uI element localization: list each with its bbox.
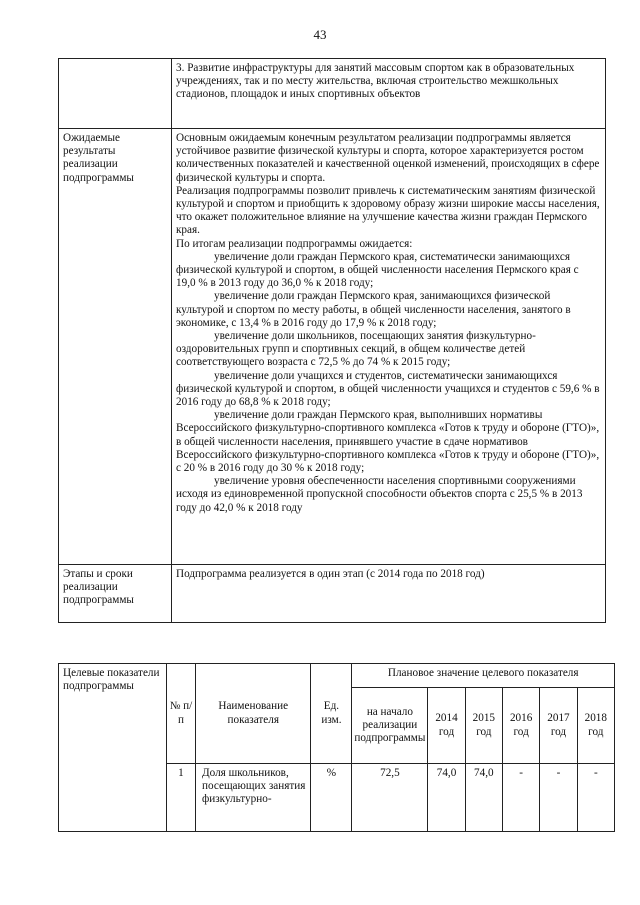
list-item: увеличение доли школьников, посещающих занятия физкультурно-оздоровительных групп и спортивных секций, в общем количестве детей соответствующего возраста с 72,5 % до 74 % к 2015 году; [176, 330, 536, 369]
results-intro: Основным ожидаемым конечным результатом реализации подпрограммы является устойчивое развитие физической культуры и спорта, которое характеризуется ростом количественных показателей и качественной оценкой изменений, происходящих в сфере физической культуры и спорта. [176, 132, 600, 184]
table-row [59, 565, 606, 623]
header-year: 2017 год [540, 688, 577, 764]
row-indicator-name: Доля школьников, посещающих занятия физкультурно- [196, 764, 311, 832]
header-year: 2015 год [465, 688, 502, 764]
row-start-value: 72,5 [352, 764, 428, 832]
list-item: увеличение доли граждан Пермского края, выполнивших нормативы Всероссийского физкультурно-спортивного комплекса «Готов к труду и обороне (ГТО)», в общей численности населения, принявшего участие в сдаче нормативов Всероссийского физкультурно-спортивного комплекса «Готов к труду и обороне (ГТО)», с 20 % в 2016 году до 30 % к 2018 году; [176, 409, 600, 475]
header-start: на начало реализации подпрограммы [352, 688, 428, 764]
row-value-2016: - [502, 764, 539, 832]
expected-results-label: Ожидаемые результаты реализации подпрограммы [59, 129, 172, 565]
table-row [59, 129, 606, 565]
expected-results-cell [172, 129, 606, 565]
row-num: 1 [166, 764, 195, 832]
subprogram-passport-table [58, 58, 606, 623]
page-number: 43 [313, 27, 327, 42]
list-item: увеличение уровня обеспеченности населения спортивными сооружениями исходя из единовременной пропускной способности объектов спорта с 25,5 % в 2013 году до 42,0 % к 2018 году [176, 475, 583, 514]
results-implementation: Реализация подпрограммы позволит привлечь к систематическим занятиям физической культурой и спортом и приобщить к здоровому образу жизни широкие массы населения, что окажет положительное влияние на улучшение качества жизни граждан Пермского края. [176, 184, 600, 237]
header-year: 2014 год [428, 688, 465, 764]
row-label [59, 59, 172, 129]
row-value-2014: 74,0 [428, 764, 465, 832]
indicators-label: Целевые показатели подпрограммы [59, 664, 167, 832]
header-unit: Ед. изм. [311, 664, 352, 764]
table-row [59, 664, 615, 688]
infrastructure-task-text: 3. Развитие инфраструктуры для занятий массовым спортом как в образовательных учреждениях, так и по месту жительства, включая строительство межшкольных стадионов, площадок и иных спортивных объектов [172, 59, 606, 129]
row-value-2017: - [540, 764, 577, 832]
header-name: Наименование показателя [196, 664, 311, 764]
list-item: увеличение доли учащихся и студентов, систематически занимающихся физической культурой и спортом, в общей численности учащихся и студентов с 59,6 % в 2016 году до 68,8 % к 2018 году; [176, 369, 600, 409]
row-value-2018: - [577, 764, 614, 832]
header-year: 2018 год [577, 688, 614, 764]
header-planned: Плановое значение целевого показателя [352, 664, 615, 688]
header-num: № п/п [166, 664, 195, 764]
list-item: увеличение доли граждан Пермского края, занимающихся физической культурой и спортом по месту работы, в общей численности населения, занятого в экономике, с 13,4 % в 2016 году до 17,9 % к 2018 году; [176, 290, 571, 329]
row-unit: % [311, 764, 352, 832]
results-expected-intro: По итогам реализации подпрограммы ожидается: [176, 237, 413, 250]
stages-text: Подпрограмма реализуется в один этап (с 2014 года по 2018 год) [172, 565, 606, 623]
target-indicators-table [58, 663, 615, 832]
stages-label: Этапы и сроки реализации подпрограммы [59, 565, 172, 623]
table-row [59, 59, 606, 129]
list-item: увеличение доли граждан Пермского края, систематически занимающихся физической культурой и спортом, в общей численности населения Пермского края с 19,0 % в 2013 году до 36,0 % к 2018 году; [176, 250, 579, 290]
row-value-2015: 74,0 [465, 764, 502, 832]
header-year: 2016 год [502, 688, 539, 764]
